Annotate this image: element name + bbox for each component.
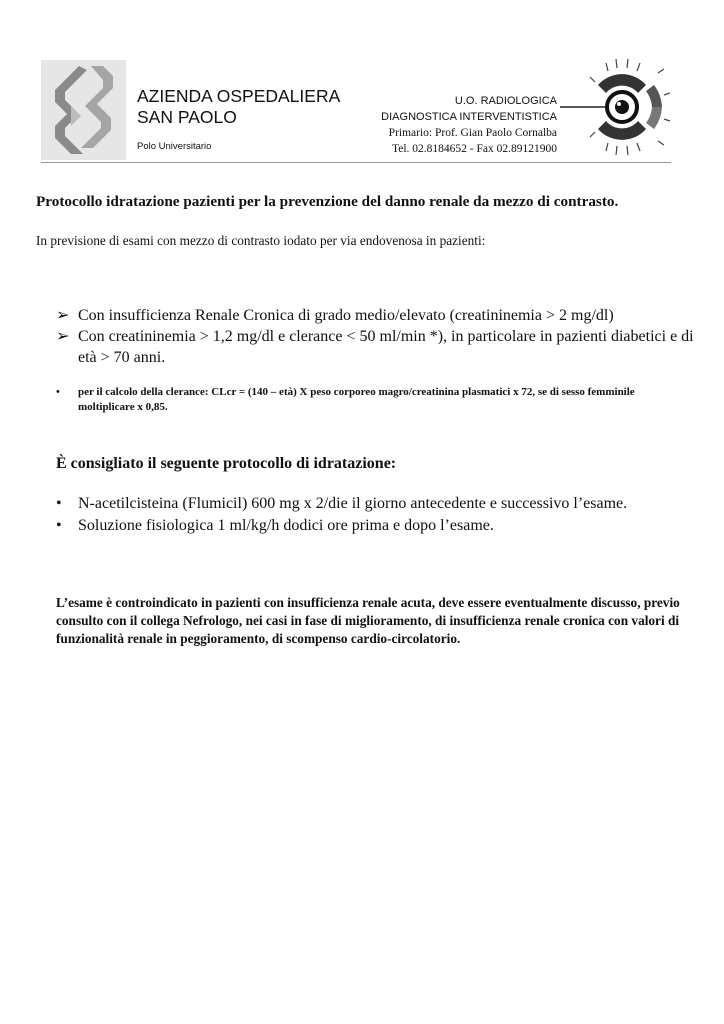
protocol-heading: È consigliato il seguente protocollo di idratazione: [56, 455, 397, 472]
criteria-item [56, 326, 696, 368]
dot-bullet-icon: • [56, 517, 62, 534]
department-head: Primario: Prof. Gian Paolo Cornalba [388, 127, 557, 139]
protocol-list [56, 493, 696, 537]
contraindication-warning: L’esame è controindicato in pazienti con insufficienza renale acuta, deve essere eventualmente discusso, previo consulto con il collega Nefrologo, nei casi in fase di miglioramento, di insufficienza renale cronica con valori di funzionalità renale in peggioramento, di scompenso cardio-circolatorio. [56, 595, 680, 646]
criteria-item-text: Con insufficienza Renale Cronica di grado medio/elevato (creatininemia > 2 mg/dl) [78, 307, 614, 324]
criteria-list [56, 305, 696, 368]
department-info [381, 93, 557, 157]
organization-name [137, 86, 340, 128]
criteria-item [56, 305, 696, 326]
protocol-item-text: Soluzione fisiologica 1 ml/kg/h dodici ore prima e dopo l’esame. [78, 517, 494, 534]
clearance-note-text: per il calcolo della clerance: CLcr = (140 – età) X peso corporeo magro/creatinina plasmatici x 72, se di sesso femminile moltiplicare x 0,85. [78, 386, 635, 413]
header-divider [41, 162, 671, 163]
department-contacts: Tel. 02.8184652 - Fax 02.89121900 [392, 143, 557, 155]
protocol-item [56, 493, 696, 515]
radiology-emblem [560, 55, 670, 155]
organization-name-line2: SAN PAOLO [137, 107, 237, 127]
dot-bullet-icon: • [56, 386, 60, 398]
hospital-logo [41, 60, 126, 160]
protocol-item [56, 515, 696, 537]
clearance-note [56, 385, 676, 415]
protocol-item-text: N-acetilcisteina (Flumicil) 600 mg x 2/die il giorno antecedente e successivo l’esame. [78, 495, 628, 512]
dot-bullet-icon: • [56, 495, 62, 512]
department-line1: U.O. RADIOLOGICA [454, 95, 557, 107]
arrow-bullet-icon: ➢ [56, 307, 70, 324]
criteria-item-text: Con creatininemia > 1,2 mg/dl e clerance < 50 ml/min *), in particolare in pazienti diabetici e di età > 70 anni. [78, 328, 694, 366]
arrow-bullet-icon: ➢ [56, 328, 70, 345]
intro-text: In previsione di esami con mezzo di contrasto iodato per via endovenosa in pazienti: [36, 233, 486, 248]
department-line2: DIAGNOSTICA INTERVENTISTICA [381, 111, 557, 123]
organization-name-line1: AZIENDA OSPEDALIERA [137, 86, 341, 106]
document-title: Protocollo idratazione pazienti per la prevenzione del danno renale da mezzo di contrasto. [36, 193, 619, 210]
organization-subtitle: Polo Universitario [137, 141, 212, 152]
